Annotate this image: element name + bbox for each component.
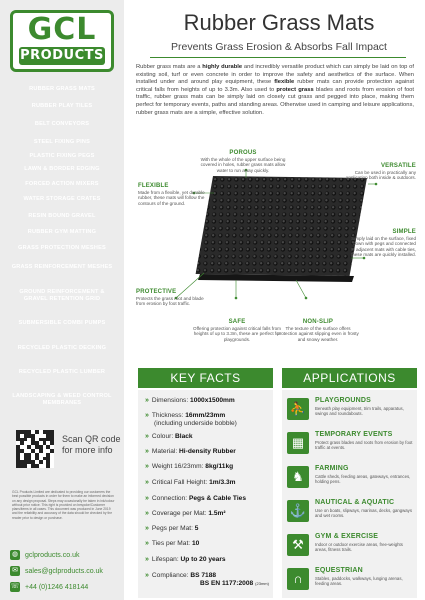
callout-protective: PROTECTIVE Protects the grass root and blade from erosion by foot traffic.	[136, 289, 204, 307]
sidebar-item[interactable]: RECYCLED PLASTIC DECKING	[17, 345, 107, 351]
calendar-icon: ▦	[287, 432, 309, 454]
globe-icon: ◍	[11, 551, 19, 558]
sidebar-item[interactable]: WATER STORAGE CRATES	[23, 196, 101, 202]
sidebar-item[interactable]: SUBMERSIBLE COMBI PUMPS	[18, 320, 106, 326]
key-fact-row: » Connection: Pegs & Cable Ties	[145, 495, 246, 502]
application-description: Protect grass blades and roots from erosion by foot traffic at events.	[315, 440, 413, 451]
key-fact-row: » Dimensions: 1000x1500mm	[145, 397, 235, 404]
application-description: Cattle sheds, feeding areas, gateways, entrances, holding pens.	[315, 474, 411, 485]
bullet-icon: »	[145, 397, 149, 404]
callout-simple: SIMPLE Simply laid on the surface, fixed down with pegs and connected to adjacent mats with cable ties, these mats are quickly installed.	[350, 229, 416, 258]
email-icon: ✉	[10, 566, 20, 576]
intro-paragraph: Rubber grass mats are a highly durable and incredibly versatile product which can simply be laid on top of existing soil, turf or even concrete in order to improve the safety and aesthetics of the surface. When installed under and around play equipment, these flexible rubber mats can provide protection against critical falls from heights of up to 3.3m. Also used to protect grass blades and roots from erosion of foot traffic, rubber grass mats can be simply laid on closely cut grass and pegged into place, making them perfect for temporary events, paths and standing areas. Otherwise used in camping and leisure applications, rubber grass mats are a simple, effective solution.	[136, 64, 415, 116]
disclaimer-text: GCL Products Limited are dedicated to providing our customers the best possible products in order for them to make an informed decision on any design proposal. Steps may occasionally be taken in ink/colour without prior notice. This right is provided on bespoke/Customer plans/items in all cases. This document was produced in June 2019 and the reliability and accuracy of the data should be checked by the reader prior to design or purchase.	[12, 490, 115, 520]
bullet-icon: »	[145, 433, 149, 440]
sidebar-item[interactable]: GRASS REINFORCEMENT MESHES	[11, 264, 113, 270]
bullet-icon: »	[145, 479, 149, 486]
contact-email-text: sales@gclproducts.co.uk	[25, 567, 103, 575]
contact-website-text: gclproducts.co.uk	[25, 551, 80, 559]
applications-panel	[282, 390, 417, 598]
application-item	[285, 566, 415, 598]
callout-versatile: VERSATILE Can be used in practically any application both inside & outdoors.	[345, 163, 416, 181]
gcl-logo[interactable]	[10, 10, 114, 72]
callout-non-slip: NON-SLIP The texture of the surface offers protection against slipping even in frosty and snowy weather.	[277, 319, 359, 342]
contact-website[interactable]	[10, 548, 122, 562]
sidebar-item[interactable]: STEEL FIXING PINS	[33, 139, 91, 145]
callout-porous: POROUS With the whole of the upper surface being covered in holes, rubber grass mats allow water to run away quickly.	[200, 150, 286, 173]
bullet-icon: »	[145, 463, 149, 470]
bullet-icon: »	[145, 412, 149, 419]
sidebar-item[interactable]: GROUND REINFORCEMENT & GRAVEL RETENTION GRID	[19, 289, 105, 302]
bullet-icon: »	[145, 510, 149, 517]
qr-caption: Scan QR code for more info	[62, 434, 121, 455]
key-fact-row: » Colour: Black	[145, 433, 193, 440]
key-fact-row: » Weight 16/23mm: 8kg/11kg	[145, 463, 234, 470]
bullet-icon: »	[145, 540, 149, 547]
contact-phone[interactable]	[10, 580, 122, 594]
application-item	[285, 396, 415, 428]
key-facts-heading: KEY FACTS	[138, 368, 273, 388]
bullet-icon: »	[145, 525, 149, 532]
bullet-icon: »	[145, 495, 149, 502]
application-item	[285, 464, 415, 496]
key-fact-row: » Thickness: 16mm/23mm (including underside bobble)	[145, 412, 237, 427]
application-title: EQUESTRIAN	[315, 567, 363, 574]
sidebar-item[interactable]: LAWN & BORDER EDGING	[24, 166, 100, 172]
product-diagram	[136, 148, 418, 353]
callout-safe: SAFE Offering protection against critical falls from heights of up to 3.3m, these are perfect for playgrounds.	[193, 319, 281, 342]
contact-phone-text: +44 (0)1246 418144	[25, 583, 89, 591]
sidebar-item[interactable]: RUBBER GYM MATTING	[27, 229, 97, 235]
phone-icon: ☏	[10, 583, 20, 590]
title-divider	[150, 57, 406, 58]
sidebar-item[interactable]: PLASTIC FIXING PEGS	[29, 153, 95, 159]
bullet-icon: »	[145, 556, 149, 563]
sidebar-item[interactable]: FORCED ACTION MIXERS	[25, 181, 99, 187]
anchor-icon: ⚓	[287, 500, 309, 522]
key-fact-row: » Lifespan: Up to 20 years	[145, 556, 226, 563]
application-description: Use on boats, slipways, marinas, decks, gangways and wet rooms.	[315, 508, 412, 519]
application-title: PLAYGROUNDS	[315, 397, 372, 404]
key-fact-row: » Material: Hi-density Rubber	[145, 448, 236, 455]
callout-flexible: FLEXIBLE Made from a flexible, yet durable rubber, these mats will follow the contours of the ground.	[138, 183, 205, 206]
qr-code[interactable]	[16, 430, 54, 468]
sidebar	[0, 0, 124, 600]
bullet-icon: »	[145, 448, 149, 455]
application-item	[285, 532, 415, 564]
sidebar-item[interactable]: BELT CONVEYORS	[34, 121, 90, 127]
application-title: NAUTICAL & AQUATIC	[315, 499, 395, 506]
logo-gcl-text: GCL	[27, 12, 97, 47]
horseshoe-icon: ∩	[287, 568, 309, 590]
page-title: Rubber Grass Mats	[183, 10, 375, 35]
sidebar-item[interactable]: RUBBER PLAY TILES	[31, 103, 93, 109]
application-item	[285, 498, 415, 530]
page-subtitle: Prevents Grass Erosion & Absorbs Fall Impact	[171, 41, 387, 53]
bullet-icon: »	[145, 572, 149, 579]
application-item	[285, 430, 415, 462]
applications-heading: APPLICATIONS	[282, 368, 417, 388]
application-title: TEMPORARY EVENTS	[315, 431, 393, 438]
application-description: Indoor or outdoor exercise areas, free-weights areas, fitness trails.	[315, 542, 403, 553]
key-fact-row: » Critical Fall Height: 1m/3.3m	[145, 479, 236, 486]
application-description: Beneath play equipment, trim trails, apparatus, swings and roundabouts.	[315, 406, 404, 417]
sidebar-item[interactable]: RUBBER GRASS MATS	[29, 86, 95, 92]
sidebar-item[interactable]: GRASS PROTECTION MESHES	[18, 245, 106, 251]
key-facts-panel	[138, 390, 273, 598]
key-fact-row: » Compliance: BS 7188 BS EN 1177:2008 (23mm)	[145, 572, 269, 587]
application-title: FARMING	[315, 465, 349, 472]
sidebar-item[interactable]: RECYCLED PLASTIC LUMBER	[18, 369, 106, 375]
playground-icon: ⛹	[287, 398, 309, 420]
key-fact-row: » Ties per Mat: 10	[145, 540, 200, 547]
cow-icon: ♞	[287, 466, 309, 488]
key-fact-row: » Coverage per Mat: 1.5m²	[145, 510, 226, 517]
sidebar-item[interactable]: RESIN BOUND GRAVEL	[28, 213, 96, 219]
dumbbell-icon: ⚒	[287, 534, 309, 556]
application-description: Stables, paddocks, walkways, lunging arenas, feeding areas.	[315, 576, 403, 587]
logo-products-text: PRODUCTS	[20, 48, 104, 63]
contact-email[interactable]	[10, 564, 122, 578]
sidebar-item[interactable]: LANDSCAPING & WEED CONTROL MEMBRANES	[12, 393, 112, 406]
application-title: GYM & EXERCISE	[315, 533, 379, 540]
key-fact-row: » Pegs per Mat: 5	[145, 525, 199, 532]
